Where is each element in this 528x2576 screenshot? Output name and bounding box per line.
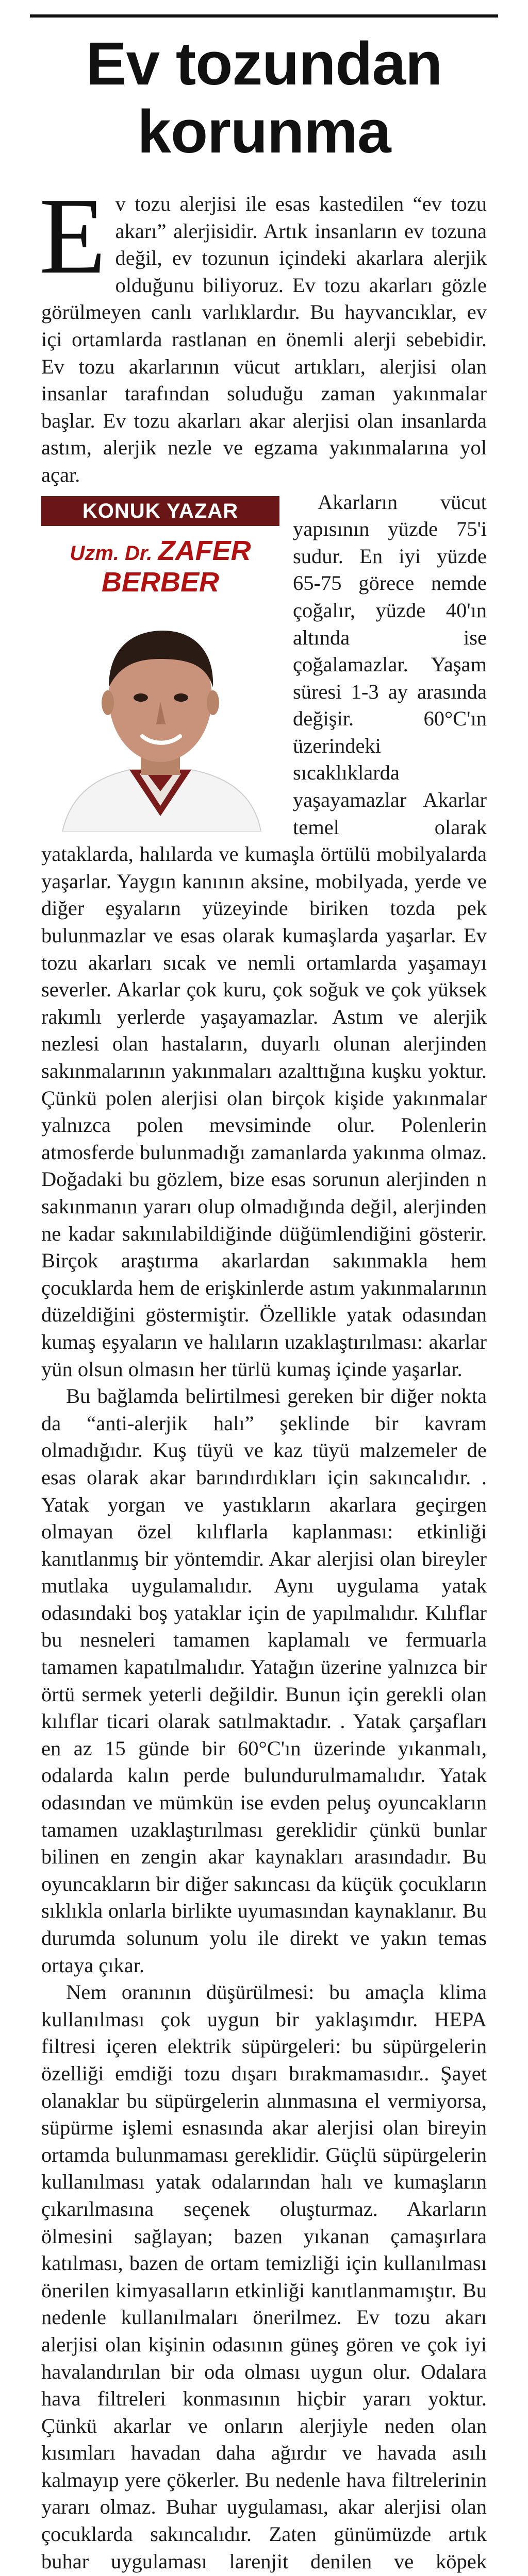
author-portrait	[52, 610, 269, 832]
article-body	[39, 175, 487, 2576]
paragraph-1: v tozu alerjisi ile esas kastedilen “ev tozu akarı” alerjisidir. Artık insanların ev tozuna değil, ev tozunun içindeki akarlara alerjik olduğunu biliyoruz. Ev tozu akarları gözle görülmeyen canlı varlıklardır. Bu hayvancıklar, ev içi ortamlarda rastlanan en önemli alerji sebebidir. Ev tozu akarlarının vücut artıkları, alerjisi olan insanlar tarafından soluduğu zaman yakınmalar başlar. Ev tozu akarları akar alerjisi olan insanlarda astım, alerjik nezle ve egzama yakınmalarına yol açar.	[41, 192, 487, 486]
headline-line-2: korunma	[137, 98, 391, 166]
drop-cap: E	[39, 175, 106, 296]
top-rule	[30, 14, 498, 18]
guest-writer-box	[41, 496, 279, 832]
author-last-name: BERBER	[101, 567, 220, 598]
author-first-name: ZAFER	[158, 535, 251, 566]
paragraph-4: Nem oranının düşürülmesi: bu amaçla klima kullanılması çok uygun bir yaklaşımdır. HEPA filtresi içeren elektrik süpürgeleri: bu süpürgelerin özelliği emdiği tozu dışarı bırakmamasıdır.. Şayet olanaklar bu süpürgelerin alınmasına el vermiyorsa, süpürme işlemi esnasında akar alerjisi olan bireyin ortamda bulunmaması gereklidir. Güçlü süpürgelerin kullanılması yatak odalarından halı ve kumaşların çıkarılmasına seçenek oluşturmaz. Akarların ölmesini sağlayan; bazen yıkanan çamaşırlara katılması, bazen de ortam temizliği için kullanılması önerilen kimyasalların etkinliği kanıtlanmamıştır. Bu nedenle kullanılmaları önerilmez. Ev tozu akarı alerjisi olan kişinin odasının güneş gören ve çok iyi havalandırılan bir oda olması uygun olur. Odalara hava filtreleri konmasının hiçbir yararı yoktur. Çünkü akarlar ve onların alerjiyle neden olan kısımları havadan daha ağırdır ve havada asılı kalmayıp yere çökerler. Bu nedenle hava filtrelerinin yararı olmaz. Buhar uygulaması, akar alerjisi olan çocuklarda sakıncalıdır. Zaten günümüzde artık buhar uygulaması larenjit denilen ve köpek	[41, 1980, 487, 2573]
headline-line-1: Ev tozundan	[86, 30, 442, 98]
guest-writer-label: KONUK YAZAR	[41, 496, 279, 526]
author-title: Uzm. Dr.	[70, 541, 153, 565]
paragraph-2: Akarların vücut yapısının yüzde 75'i sudur. En iyi yüzde 65-75 görece nemde çoğalır, yüzde 40'ın altında ise çoğalamazlar. Yaşam süresi 1-3 ay arasında değişir. 60°C'ın üzerindeki sıcaklıklarda yaşayamazlar Akarlar temel olarak yataklarda, halılarda ve kumaşla örtülü mobilyalarda yaşarlar. Yaygın kanının aksine, mobilyada, yerde ve diğer eşyaların yüzeyinde biriken tozda pek bulunmazlar ve esas olarak kumaşlarda yaşarlar. Ev tozu akarları sıcak ve nemli ortamlarda yaşamayı severler. Akarlar çok kuru, çok soğuk ve çok yüksek rakımlı yerlerde yaşayamazlar. Astım ve alerjik nezlesi olan hastaların, duyarlı olunan alerjinden sakınmalarının yakınmaları azalttığına kuşku yoktur. Çünkü polen alerjisi olan birçok kişide yakınmalar yalnızca polen mevsiminde olur. Polenlerin atmosferde bulunmadığı zamanlarda yakınma olmaz. Doğadaki bu gözlem, bize esas sorunun alerjinden n sakınmanın yararı olup olmadığında değil, alerjinden ne kadar sakınılabildiğinde düğümlendiğini gösterir. Birçok araştırma akarlardan sakınmakla hem çocuklarda hem de erişkinlerde astım yakınmalarının düzeldiğini göstermiştir. Özellikle yatak odasından kumaş eşyaların ve halıların uzaklaştırılması: akarlar yün olsun olmasın her türlü kumaş içinde yaşarlar.	[41, 490, 487, 1381]
author-name	[41, 526, 279, 598]
paragraph-3: Bu bağlamda belirtilmesi gereken bir diğer nokta da “anti-alerjik halı” şeklinde bir kavram olmadığıdır. Kuş tüyü ve kaz tüyü malzemeler de esas olarak akar barındırdıkları için sakıncalıdır. . Yatak yorgan ve yastıkların akarlara geçirgen olmayan özel kılıflarla kaplanması: etkinliği kanıtlanmış bir yöntemdir. Akar alerjisi olan bireyler mutlaka uygulamalıdır. Aynı uygulama yatak odasındaki boş yataklar için de yapılmalıdır. Kılıflar bu nesneleri tamamen kaplamalı ve fermuarla tamamen kapatılmalıdır. Yatağın üzerine yalnızca bir örtü sermek yeterli değildir. Bunun için gerekli olan kılıflar ticari olarak satılmaktadır. . Yatak çarşafları en az 15 günde bir 60°C'ın üzerinde yıkanmalı, odalarda kalın perde bulundurulmamalıdır. Yatak odasından ve mümkün ise evden peluş oyuncakların tamamen uzaklaştırılması gereklidir çünkü bunlar bilinen en zengin akar kaynakları arasındadır. Bu oyuncakların bir diğer sakıncası da küçük çocukların sıklıkla onlarla birlikte uyumasından kaynaklanır. Bu durumda solunum yolu ile direkt ve yakın temas ortaya çıkar.	[41, 1384, 487, 1977]
headline	[30, 30, 498, 166]
